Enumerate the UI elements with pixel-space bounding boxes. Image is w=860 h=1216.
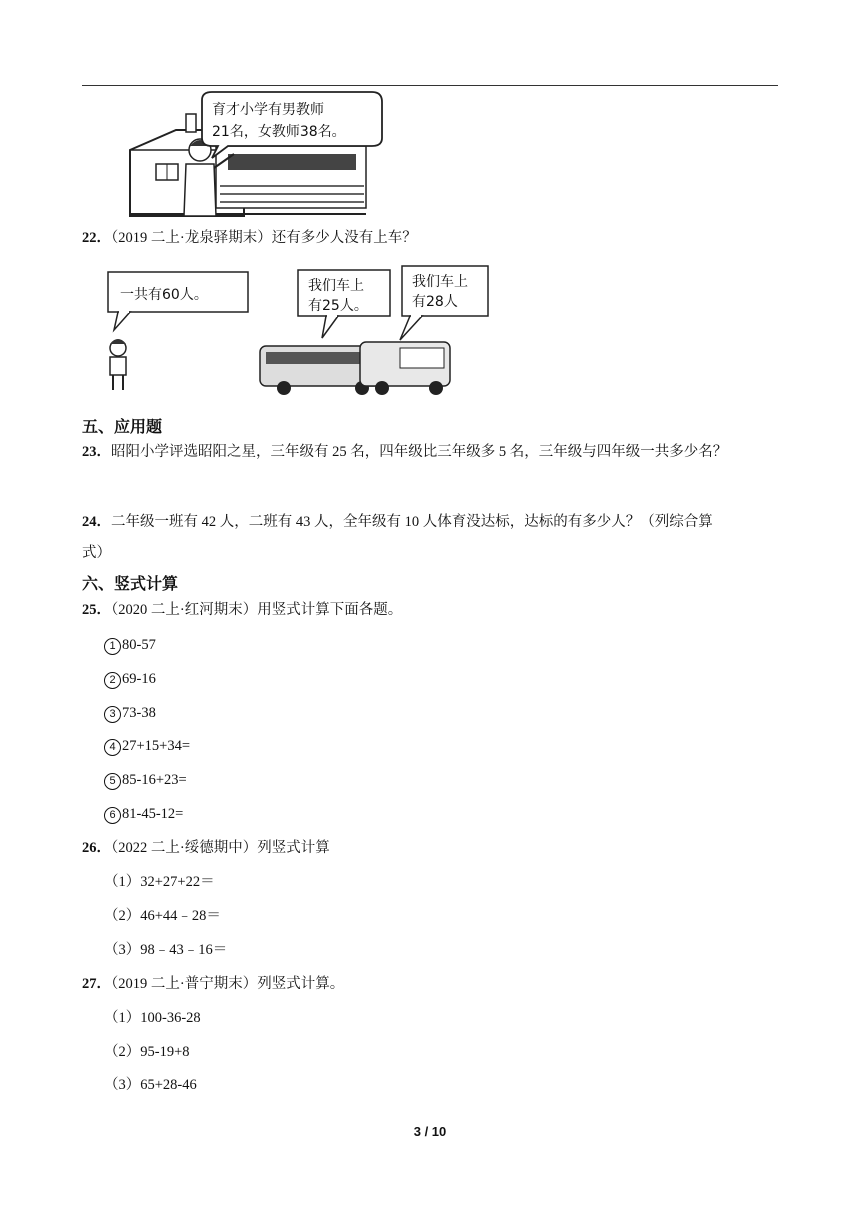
circled-number: 6 bbox=[104, 807, 121, 824]
child-bubble-text: 一共有60人。 bbox=[120, 287, 208, 303]
bus1-bubble-line-1: 我们车上 bbox=[308, 278, 364, 294]
q25-item-6 bbox=[104, 804, 183, 824]
question-number: 26． bbox=[82, 840, 111, 856]
question-number: 22． bbox=[82, 230, 111, 246]
question-text: 用竖式计算下面各题。 bbox=[257, 602, 403, 618]
q26-item-2: （2）46+44﹣28＝ bbox=[104, 908, 221, 924]
expression: 80-57 bbox=[122, 637, 156, 653]
expression: 85-16+23= bbox=[122, 772, 187, 788]
question-source: （2020 二上·红河期末） bbox=[111, 602, 258, 618]
question-26 bbox=[82, 838, 330, 858]
school-teacher-illustration bbox=[116, 90, 386, 218]
question-25 bbox=[82, 600, 402, 620]
q25-item-5 bbox=[104, 770, 187, 790]
section-5-heading: 五、应用题 bbox=[82, 417, 163, 436]
q27-item-2: （2）95-19+8 bbox=[104, 1044, 190, 1060]
circled-number: 3 bbox=[104, 706, 121, 723]
circled-number: 4 bbox=[104, 739, 121, 756]
q25-item-4 bbox=[104, 736, 190, 756]
question-text: 二年级一班有 42 人，二班有 43 人，全年级有 10 人体育没达标，达标的有多少人？（列综合算 bbox=[111, 514, 713, 530]
question-text: 列竖式计算。 bbox=[257, 976, 345, 992]
q25-item-1 bbox=[104, 635, 156, 655]
q25-item-3 bbox=[104, 703, 156, 723]
bubble-line-1: 育才小学有男教师 bbox=[212, 102, 324, 118]
q26-item-3: （3）98﹣43﹣16＝ bbox=[104, 942, 228, 958]
q27-item-1: （1）100-36-28 bbox=[104, 1010, 201, 1026]
circled-number: 2 bbox=[104, 672, 121, 689]
buses-illustration bbox=[100, 262, 500, 398]
expression: 81-45-12= bbox=[122, 806, 184, 822]
circled-number: 5 bbox=[104, 773, 121, 790]
question-text: 还有多少人没有上车？ bbox=[271, 230, 417, 246]
question-number: 24． bbox=[82, 514, 111, 530]
expression: 69-16 bbox=[122, 671, 156, 687]
q27-item-3: （3）65+28-46 bbox=[104, 1077, 197, 1093]
q25-item-2 bbox=[104, 669, 156, 689]
question-23 bbox=[82, 442, 727, 462]
expression: 27+15+34= bbox=[122, 738, 191, 754]
question-27 bbox=[82, 974, 344, 994]
bus2-bubble-line-2: 有28人 bbox=[412, 294, 458, 310]
question-number: 23． bbox=[82, 444, 111, 460]
question-number: 27． bbox=[82, 976, 111, 992]
bubble-line-2: 21名，女教师38名。 bbox=[212, 124, 346, 140]
question-source: （2019 二上·龙泉驿期末） bbox=[111, 230, 272, 246]
circled-number: 1 bbox=[104, 638, 121, 655]
page-number: 3 / 10 bbox=[413, 1124, 447, 1139]
question-source: （2022 二上·绥德期中） bbox=[111, 840, 258, 856]
header-rule bbox=[82, 85, 778, 86]
question-text: 列竖式计算 bbox=[257, 840, 330, 856]
section-6-heading: 六、竖式计算 bbox=[82, 574, 179, 593]
bus2-bubble-line-1: 我们车上 bbox=[412, 274, 468, 290]
expression: 73-38 bbox=[122, 705, 156, 721]
question-number: 25． bbox=[82, 602, 111, 618]
q26-item-1: （1）32+27+22＝ bbox=[104, 874, 215, 890]
question-text: 昭阳小学评选昭阳之星，三年级有 25 名，四年级比三年级多 5 名，三年级与四年级一共多少名？ bbox=[111, 444, 728, 460]
question-24-continued: 式） bbox=[82, 545, 111, 561]
question-22 bbox=[82, 228, 417, 248]
question-source: （2019 二上·普宁期末） bbox=[111, 976, 258, 992]
question-24 bbox=[82, 512, 713, 532]
bus1-bubble-line-2: 有25人。 bbox=[308, 298, 368, 314]
